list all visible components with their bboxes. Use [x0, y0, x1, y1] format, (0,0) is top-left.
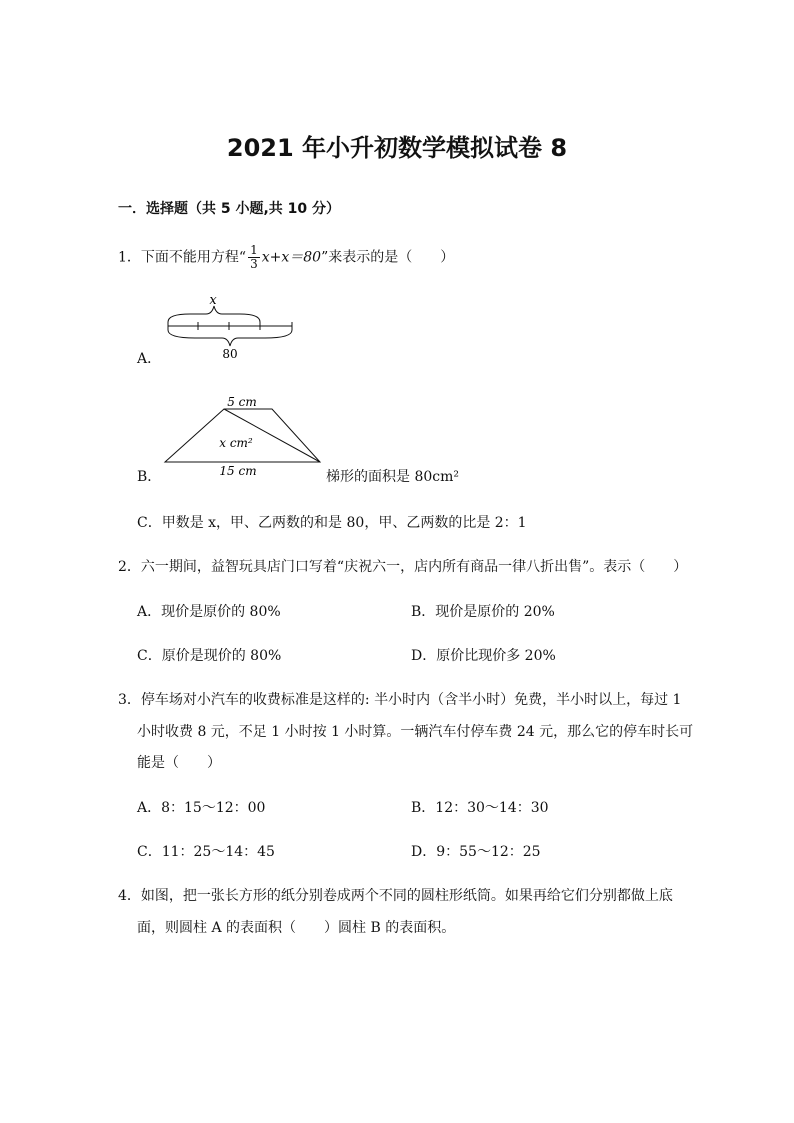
q1-option-a-label: A．	[137, 351, 162, 367]
q1-option-a-segment-diagram	[160, 292, 300, 362]
trapezoid-bottom-label: 15 cm	[219, 464, 257, 478]
q3-option-d: D．9：55～12：25	[411, 844, 541, 860]
q1-fraction-numerator: 1	[250, 243, 258, 257]
question-4-stem-line-1: 4．如图，把一张长方形的纸分别卷成两个不同的圆柱形纸筒。如果再给它们分别都做上底	[118, 888, 673, 904]
q3-option-b: B．12：30～14：30	[411, 800, 549, 816]
trapezoid-top-label: 5 cm	[227, 395, 257, 409]
q1-prefix: 1．下面不能用方程“	[118, 249, 247, 266]
page-title: 2021 年小升初数学模拟试卷 8	[226, 134, 568, 162]
question-2-stem: 2．六一期间，益智玩具店门口写着“庆祝六一，店内所有商品一律八折出售”。表示（ ）	[118, 559, 688, 575]
q1-fraction	[248, 244, 260, 271]
q2-option-b: B．现价是原价的 20%	[411, 604, 555, 620]
question-1-stem	[118, 244, 454, 271]
section-heading: 一．选择题（共 5 小题,共 10 分）	[118, 201, 341, 217]
q3-option-c: C．11：25～14：45	[137, 844, 275, 860]
q1-option-b-trapezoid-diagram	[160, 392, 330, 482]
bottom-brace	[168, 330, 292, 346]
question-3-stem-line-2: 小时收费 8 元，不足 1 小时按 1 小时算。一辆汽车付停车费 24 元，那么它的停车时长可	[137, 724, 694, 740]
q1-option-b-label: B．	[137, 469, 162, 485]
question-3-stem-line-1: 3．停车场对小汽车的收费标准是这样的: 半小时内（含半小时）免费，半小时以上，每过 1	[118, 692, 682, 708]
segment-top-label: x	[209, 293, 217, 308]
q1-fraction-denominator: 3	[250, 257, 258, 271]
q2-option-c: C．原价是现价的 80%	[137, 648, 282, 664]
q3-option-a: A．8：15～12：00	[137, 800, 266, 816]
q2-option-a: A．现价是原价的 80%	[137, 604, 281, 620]
triangle-area-label: x cm²	[219, 436, 253, 450]
question-3-stem-line-3: 能是（ ）	[137, 755, 221, 771]
q1-equation: x+x＝80	[261, 249, 322, 266]
q1-option-c: C．甲数是 x，甲、乙两数的和是 80，甲、乙两数的比是 2：1	[137, 515, 527, 531]
segment-bottom-label: 80	[222, 347, 238, 361]
q1-suffix: ”来表示的是（ ）	[321, 249, 455, 266]
q2-option-d: D．原价比现价多 20%	[411, 648, 556, 664]
top-brace	[168, 306, 260, 322]
question-4-stem-line-2: 面，则圆柱 A 的表面积（ ）圆柱 B 的表面积。	[137, 920, 456, 936]
q1-option-b-caption: 梯形的面积是 80cm²	[326, 469, 459, 485]
